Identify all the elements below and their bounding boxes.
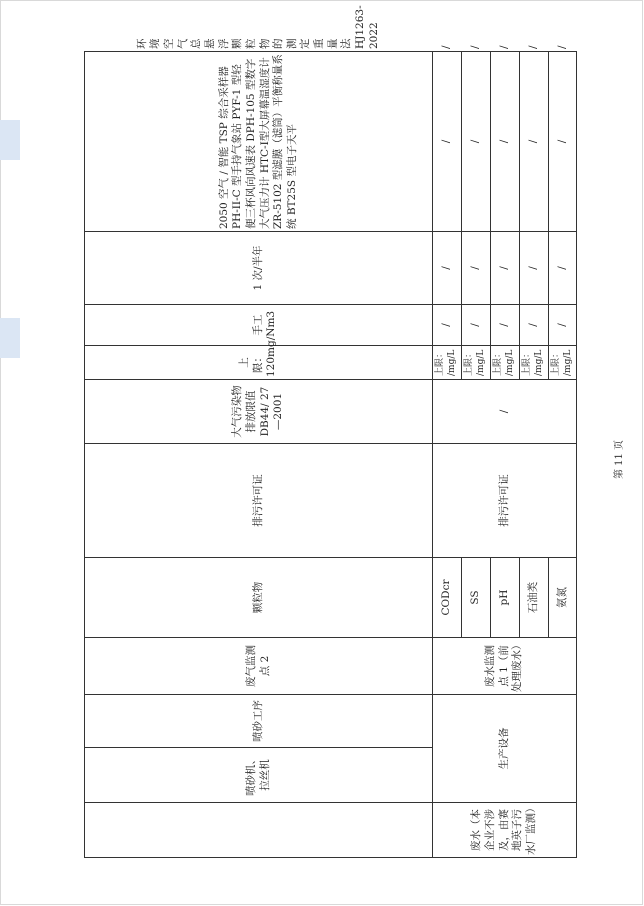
category-cell	[85, 803, 433, 858]
page-number: 第 11 页	[614, 439, 626, 480]
water-instruments-cell: /	[462, 52, 491, 232]
water-permit-cell: 排污许可证	[433, 444, 577, 558]
water-row: 氨氮 上限： /mg/L / / / /	[549, 52, 577, 858]
water-point-cell: 废水监测点 1（前处理废水）	[433, 638, 577, 695]
water-row: 石油类 上限： /mg/L / / / /	[520, 52, 549, 858]
water-row: SS 上限： /mg/L / / / /	[462, 52, 491, 858]
rotated-table-area	[84, 5, 576, 858]
frequency-cell: 1 次/半年	[85, 232, 433, 305]
water-frequency-cell: /	[549, 232, 577, 305]
water-frequency-cell: /	[491, 232, 520, 305]
water-pollutant-cell: 氨氮	[549, 558, 577, 638]
process-cell: 喷砂工序	[85, 695, 433, 748]
water-mode-cell: /	[549, 305, 577, 346]
gas-row: 喷砂机、拉丝机 喷砂工序 废气监测点 2 颗粒物 排污许可证 大气污染物排放限值 DB44/ 27—2001 上限： 120mg/Nm3 手工 1 次/半年 2050 空气 / 智能 TSP 综合采样器 PH-II-C 型手持气象站 PYF-1 型轻便三杯风向风速表 DPH-105 型数字大气压力计 HTC-Ⅰ型大屏幕温湿度计 ZR-5102 型滤膜（滤筒）平衡称量系统 BT25S 型电子天平 环境空气 总悬浮颗粒物的测定重量法 HJ1263-2022	[85, 52, 433, 858]
water-instruments-cell: /	[491, 52, 520, 232]
limit-cell: 上限： 120mg/Nm3	[85, 346, 433, 380]
pollutant-cell: 颗粒物	[85, 558, 433, 638]
water-category-cell: 废水（本企业不涉及，由赛地英子污水厂监测）	[433, 803, 577, 858]
water-mode-cell: /	[491, 305, 520, 346]
instruments-cell: 2050 空气 / 智能 TSP 综合采样器 PH-II-C 型手持气象站 PYF-1 型轻便三杯风向风速表 DPH-105 型数字大气压力计 HTC-Ⅰ型大屏幕温湿度计 ZR-5102 型滤膜（滤筒）平衡称量系统 BT25S 型电子天平	[85, 52, 433, 232]
water-pollutant-cell: pH	[491, 558, 520, 638]
water-row: pH 上限： /mg/L / / / /	[491, 52, 520, 858]
water-frequency-cell: /	[520, 232, 549, 305]
water-frequency-cell: /	[462, 232, 491, 305]
water-pollutant-cell: CODcr	[433, 558, 462, 638]
mode-cell: 手工	[85, 305, 433, 346]
water-mode-cell: /	[462, 305, 491, 346]
monitoring-table	[84, 5, 577, 858]
water-frequency-cell: /	[433, 232, 462, 305]
water-mode-cell: /	[433, 305, 462, 346]
permit-cell: 排污许可证	[85, 444, 433, 558]
standard-cell: 大气污染物排放限值 DB44/ 27—2001	[85, 380, 433, 444]
water-equipment-cell: 生产设备	[433, 695, 577, 803]
water-instruments-cell: /	[549, 52, 577, 232]
water-limit-cell: 上限： /mg/L	[520, 346, 549, 380]
water-pollutant-cell: SS	[462, 558, 491, 638]
water-instruments-cell: /	[433, 52, 462, 232]
water-pollutant-cell: 石油类	[520, 558, 549, 638]
equipment-cell: 喷砂机、拉丝机	[85, 748, 433, 803]
water-limit-cell: 上限： /mg/L	[462, 346, 491, 380]
water-limit-cell: 上限： /mg/L	[549, 346, 577, 380]
monitoring-point-cell: 废气监测点 2	[85, 638, 433, 695]
water-limit-cell: 上限： /mg/L	[433, 346, 462, 380]
water-instruments-cell: /	[520, 52, 549, 232]
water-row: 废水（本企业不涉及，由赛地英子污水厂监测） 生产设备 废水监测点 1（前处理废水） CODcr 排污许可证 / 上限： /mg/L / / / /	[433, 52, 462, 858]
water-standard-cell: /	[433, 380, 577, 444]
scan-artifact	[0, 120, 20, 160]
water-mode-cell: /	[520, 305, 549, 346]
scan-artifact	[0, 318, 20, 358]
water-limit-cell: 上限： /mg/L	[491, 346, 520, 380]
